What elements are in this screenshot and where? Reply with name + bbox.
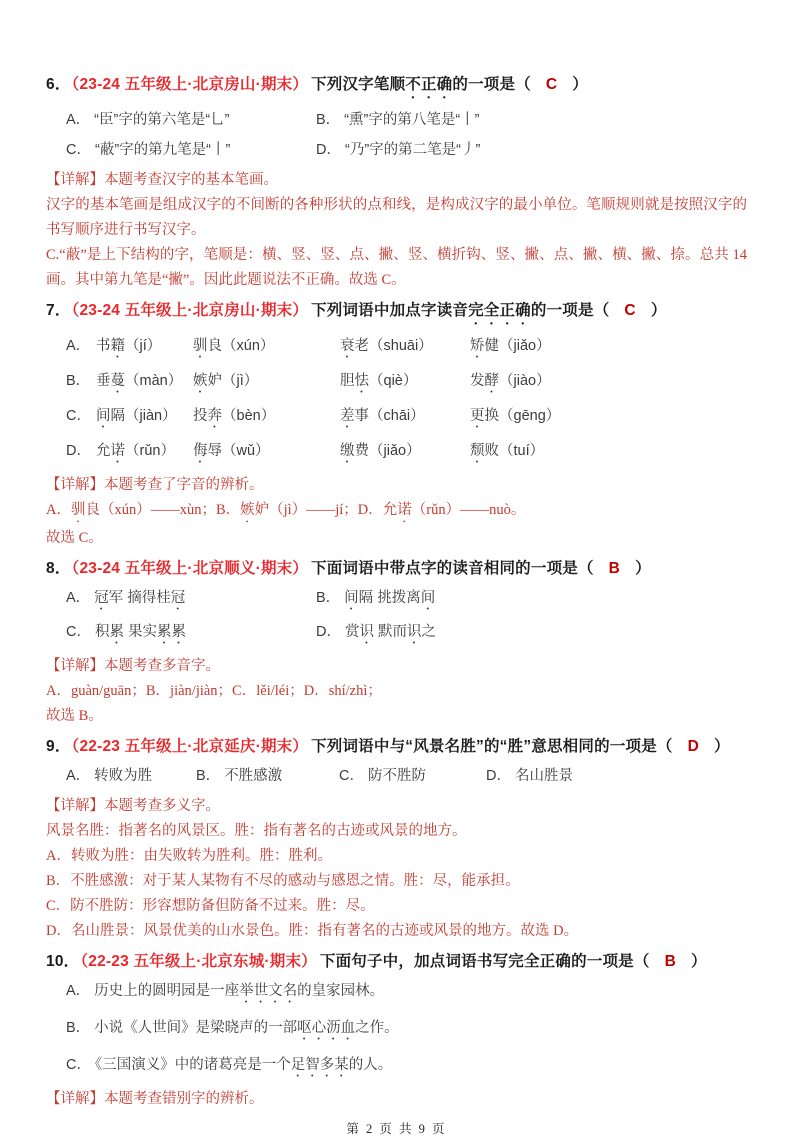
text-run: 嫉 [240, 502, 255, 518]
text-run: 隔 挑拨离 [358, 590, 421, 606]
explanation-line [46, 819, 747, 844]
option-text [470, 336, 747, 361]
option-label: A． [66, 338, 91, 354]
option-label: C． [66, 624, 91, 640]
text-run: 积 [94, 624, 110, 640]
option-B [66, 1018, 747, 1043]
questions [46, 74, 747, 1119]
question-header [46, 951, 747, 973]
option-D [316, 622, 747, 647]
text-run: 矫 [470, 338, 485, 354]
option-text [345, 624, 436, 640]
text-run: 足智多某 [290, 1057, 349, 1073]
option-text [344, 112, 479, 128]
text-run: 发 [470, 373, 485, 389]
options-group [66, 588, 747, 647]
answer-paren-open: （ [593, 302, 610, 319]
text-run: 投 [193, 408, 208, 424]
option-B [196, 766, 339, 787]
question-header [46, 736, 747, 758]
option-text [470, 406, 747, 431]
explanation-line [46, 1087, 747, 1112]
explanation-line [46, 894, 747, 919]
option-B [316, 110, 747, 131]
text-run: 不胜感激 [224, 768, 283, 784]
answer-letter: B [608, 560, 621, 577]
option-text [470, 441, 747, 466]
text-run: 健（jiǎo） [484, 338, 551, 354]
explanation-line [46, 679, 747, 704]
text-run: （rǔn） [125, 443, 175, 459]
text-run: 【详解】本题考查多音字。 [46, 658, 220, 674]
page-number-text: 第 2 页 共 9 页 [346, 1122, 447, 1136]
option-D [66, 441, 747, 466]
text-run: 果实 [123, 624, 158, 640]
text-run: “臣”字的第六笔是“乚” [94, 112, 230, 128]
option-text [340, 371, 470, 396]
text-run: （jí） [125, 338, 162, 354]
option-A [66, 588, 316, 613]
option-text [96, 336, 193, 361]
option-text [340, 336, 470, 361]
option-text [340, 441, 470, 466]
answer-paren-close: ） [650, 302, 667, 319]
text-run: 累 [109, 624, 124, 640]
text-run: 更 [470, 408, 485, 424]
explanation-line [46, 168, 747, 193]
explanation-line [46, 869, 747, 894]
explanation [46, 654, 747, 729]
text-run: 酵 [484, 373, 499, 389]
option-text [96, 406, 193, 431]
question-header [46, 300, 747, 328]
option-label: A． [66, 983, 91, 999]
text-run: （qiè） [369, 373, 418, 389]
text-run: 的人。 [348, 1057, 393, 1073]
text-run: 转败为胜 [94, 768, 153, 784]
text-run: 之 [421, 624, 437, 640]
explanation-line [46, 794, 747, 819]
question-10 [46, 951, 747, 1112]
text-run: 蔓 [110, 373, 125, 389]
option-label: A． [66, 768, 91, 784]
text-run: 下面句子中，加点词语书写完全正确的一项是 [319, 953, 634, 970]
text-run: 完全正确 [468, 302, 531, 319]
option-label: D． [316, 142, 341, 158]
question-stem [311, 76, 515, 93]
option-A [66, 110, 316, 131]
answer-paren-open: （ [577, 560, 594, 577]
text-run: 名山胜景 [514, 768, 573, 784]
question-source-tag: （23-24 五年级上·北京顺义·期末） [71, 560, 309, 577]
text-run: 妒（jì） [207, 373, 259, 389]
answer-letter: B [664, 953, 676, 970]
answer-letter: D [687, 738, 699, 755]
text-run: 《三国演义》中的诸葛亮是一个 [94, 1057, 291, 1073]
text-run: 怯 [354, 373, 369, 389]
text-run: 良（xún）——xùn；B． [85, 502, 241, 518]
text-run: 【详解】本题考查多义字。 [46, 798, 220, 814]
text-run: 小说《人世间》是梁晓声的一部 [94, 1020, 298, 1036]
text-run: 妒（jì）——jí；D．允 [254, 502, 398, 518]
text-run: D．名山胜景：风景优美的山水景色。胜：指有著名的古迹或风景的地方。故选 D。 [46, 923, 579, 939]
option-text [95, 624, 186, 640]
option-A [66, 336, 747, 361]
options-group [66, 981, 747, 1080]
options-group [66, 110, 747, 161]
option-label: D． [316, 624, 341, 640]
text-run: 下面词语中带点字的读音相同的一项是 [311, 560, 578, 577]
option-C [66, 140, 316, 161]
text-run: 颓 [470, 443, 485, 459]
question-stem [311, 738, 657, 755]
text-run: “蔽”字的第九笔是“丨” [94, 142, 231, 158]
explanation-line [46, 243, 747, 293]
option-text [470, 371, 747, 396]
option-label: B． [316, 590, 341, 606]
explanation-line [46, 498, 747, 526]
question-8 [46, 558, 747, 729]
options-group [66, 336, 747, 466]
text-run: 换（gēng） [484, 408, 561, 424]
answer-letter: C [545, 76, 558, 93]
answer-paren-close: ） [635, 560, 651, 577]
explanation-line [46, 704, 747, 729]
text-run: 缴 [340, 443, 355, 459]
option-label: A． [66, 590, 91, 606]
explanation [46, 1087, 747, 1112]
text-run: 下列词语中与“风景名胜”的“胜”意思相同的一项是 [311, 738, 657, 755]
text-run: 良（xún） [207, 338, 275, 354]
text-run: 驯 [193, 338, 208, 354]
text-run: C．防不胜防：形容想防备但防备不过来。胜：尽。 [46, 898, 375, 914]
option-B [316, 588, 747, 613]
text-run: 【详解】本题考查错别字的辨析。 [46, 1091, 264, 1107]
answer-paren-close: ） [713, 738, 730, 755]
option-text [344, 590, 435, 606]
option-text [95, 1057, 392, 1073]
option-label: C． [66, 142, 91, 158]
text-run: 举世文名 [239, 983, 298, 999]
question-stem [320, 953, 634, 970]
answer-paren-open: （ [633, 953, 650, 970]
option-label: C． [66, 408, 91, 424]
text-run: 【详解】本题考查了字音的辨析。 [46, 477, 264, 493]
text-run: 侮 [193, 443, 208, 459]
option-text [96, 441, 193, 466]
explanation-line [46, 844, 747, 869]
text-run: （màn） [125, 373, 183, 389]
option-label: A． [66, 112, 91, 128]
text-run: 书 [96, 338, 111, 354]
answer-paren-close: ） [691, 953, 707, 970]
option-text [193, 371, 340, 396]
question-source-tag: （22-23 五年级上·北京东城·期末） [80, 953, 317, 970]
option-A [66, 981, 747, 1006]
question-6 [46, 74, 747, 293]
question-number: 8． [46, 560, 71, 577]
option-text [94, 590, 185, 606]
text-run: 故选 B。 [46, 708, 103, 724]
explanation-line [46, 654, 747, 679]
text-run: 胆 [340, 373, 355, 389]
option-label: C． [339, 768, 364, 784]
explanation [46, 473, 747, 551]
question-source-tag: （22-23 五年级上·北京延庆·期末） [71, 738, 309, 755]
option-text [94, 983, 384, 999]
option-D [316, 140, 747, 161]
option-label: B． [316, 112, 341, 128]
question-stem [311, 560, 578, 577]
option-label: B． [66, 1020, 91, 1036]
text-run: （rǔn）——nuò。 [411, 502, 526, 518]
text-run: 衰 [340, 338, 355, 354]
option-D [486, 766, 747, 787]
question-number: 6． [46, 76, 71, 93]
text-run: 间 [344, 590, 359, 606]
option-text [340, 406, 470, 431]
option-label: C． [66, 1057, 91, 1073]
text-run: 垂 [96, 373, 111, 389]
option-text [345, 142, 480, 158]
text-run: 下列汉字笔顺 [311, 76, 406, 93]
question-source-tag: （23-24 五年级上·北京房山·期末） [71, 302, 309, 319]
option-text [193, 336, 340, 361]
text-run: 汉字的基本笔画是组成汉字的不间断的各种形状的点和线，是构成汉字的最小单位。笔顺规则就是按照汉字的书写顺序进行书写汉字。 [46, 197, 747, 238]
question-stem [311, 302, 594, 319]
question-7 [46, 300, 747, 551]
explanation-line [46, 193, 747, 243]
text-run: A．转败为胜：由失败转为胜利。胜：胜利。 [46, 848, 332, 864]
text-run: 差 [340, 408, 355, 424]
question-9 [46, 736, 747, 944]
option-C [66, 622, 316, 647]
question-number: 10． [46, 953, 80, 970]
text-run: 费（jiǎo） [354, 443, 421, 459]
text-run: 籍 [110, 338, 125, 354]
explanation [46, 794, 747, 944]
answer-letter: C [624, 302, 636, 319]
question-header [46, 74, 747, 102]
text-run: 嫉 [193, 373, 208, 389]
text-run: C.“蔽”是上下结构的字，笔顺是：横、竖、竖、点、撇、竖、横折钩、竖、撇、点、撇、横、撇、捺。总共 14 画。其中第九笔是“撇”。因此此题说法不正确。故选 C。 [46, 247, 747, 288]
option-A [66, 766, 196, 787]
text-run: 防不胜防 [367, 768, 426, 784]
text-run: “熏”字的第八笔是“丨” [344, 112, 480, 128]
text-run: “乃”字的第二笔是“丿” [344, 142, 481, 158]
text-run: 冠 [94, 590, 109, 606]
option-text [368, 768, 426, 784]
option-C [66, 1055, 747, 1080]
text-run: 事（chāi） [354, 408, 425, 424]
option-label: B． [196, 768, 221, 784]
option-text [94, 1020, 399, 1036]
explanation-line [46, 473, 747, 498]
option-label: D． [486, 768, 511, 784]
text-run: 败（tuí） [484, 443, 545, 459]
text-run: B．不胜感激：对于某人某物有不尽的感动与感恩之情。胜：尽，能承担。 [46, 873, 520, 889]
text-run: 历史上的圆明园是一座 [94, 983, 240, 999]
text-run: 的一项是 [452, 76, 516, 93]
text-run: 军 摘得桂 [108, 590, 171, 606]
text-run: （jiào） [499, 373, 551, 389]
option-C [339, 766, 486, 787]
explanation-line [46, 526, 747, 551]
text-run: 允 [96, 443, 111, 459]
text-run: 风景名胜：指著名的风景区。胜：指有著名的古迹或风景的地方。 [46, 823, 467, 839]
text-run: 【详解】本题考查汉字的基本笔画。 [46, 172, 278, 188]
question-source-tag: （23-24 五年级上·北京房山·期末） [71, 76, 309, 93]
text-run: 驯 [70, 502, 86, 518]
option-text [94, 768, 152, 784]
option-text [193, 406, 340, 431]
option-text [95, 142, 230, 158]
option-text [224, 768, 282, 784]
option-text [515, 768, 573, 784]
option-B [66, 371, 747, 396]
text-run: 诺 [110, 443, 125, 459]
option-text [193, 441, 340, 466]
text-run: 默而 [373, 624, 408, 640]
text-run: 识 [359, 624, 374, 640]
text-run: （bèn） [222, 408, 276, 424]
option-C [66, 406, 747, 431]
text-run: 下列词语中加点字读音 [311, 302, 469, 319]
text-run: 赏 [344, 624, 360, 640]
text-run: 累累 [157, 624, 187, 640]
answer-paren-open: （ [656, 738, 673, 755]
text-run: 间 [96, 408, 111, 424]
option-label: D． [66, 443, 91, 459]
text-run: 老（shuāi） [354, 338, 433, 354]
options-group [66, 766, 747, 787]
text-run: 奔 [207, 408, 222, 424]
text-run: 辱（wǔ） [207, 443, 270, 459]
text-run: 之作。 [355, 1020, 399, 1036]
text-run: 的皇家园林。 [297, 983, 385, 999]
text-run: 冠 [170, 590, 186, 606]
explanation-line [46, 919, 747, 944]
question-number: 7． [46, 302, 71, 319]
explanation [46, 168, 747, 293]
text-run: 隔（jiàn） [110, 408, 177, 424]
text-run: 呕心沥血 [297, 1020, 356, 1036]
text-run: 间 [420, 590, 436, 606]
text-run: 的一项是 [530, 302, 594, 319]
text-run: 故选 C。 [46, 530, 103, 546]
answer-paren-close: ） [572, 76, 588, 93]
text-run: 识 [407, 624, 422, 640]
question-header [46, 558, 747, 580]
text-run: 不正确 [405, 76, 453, 93]
option-text [96, 371, 193, 396]
answer-paren-open: （ [515, 76, 531, 93]
text-run: A．guàn/guān；B．jiàn/jiàn；C．lěi/léi；D．shí/zhì； [46, 683, 382, 699]
option-text [94, 112, 229, 128]
question-number: 9． [46, 738, 71, 755]
text-run: 诺 [397, 502, 412, 518]
text-run: A． [46, 502, 71, 518]
option-label: B． [66, 373, 91, 389]
